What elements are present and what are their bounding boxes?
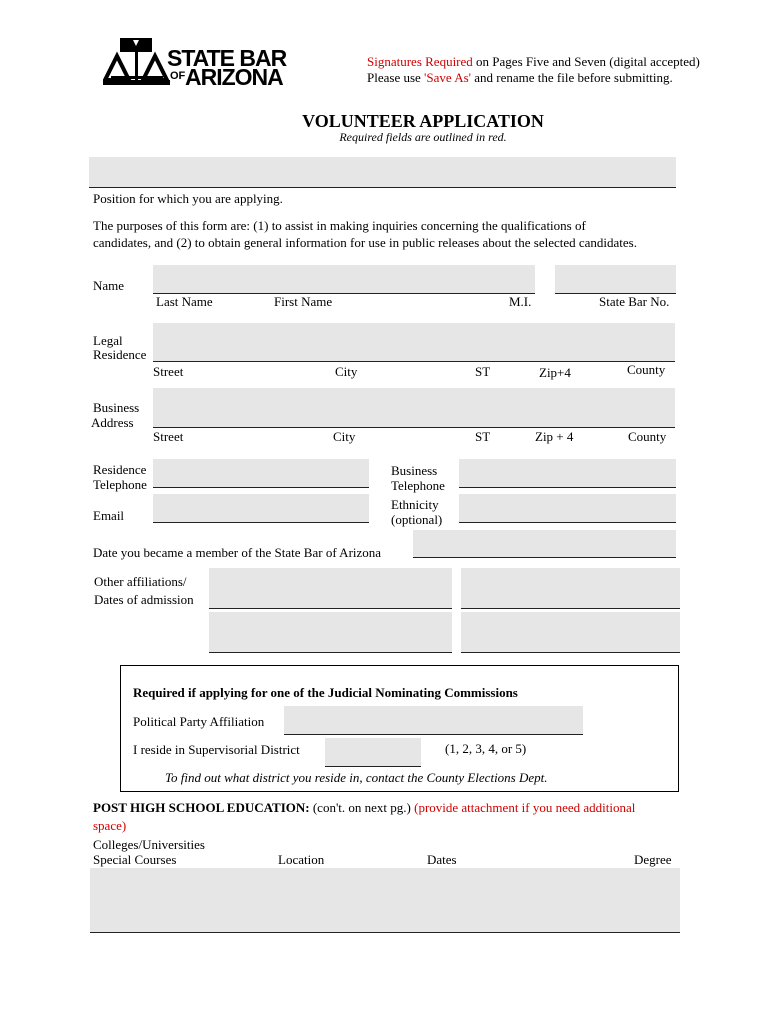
district-field[interactable] bbox=[325, 738, 421, 767]
business-telephone-label-1: Business bbox=[391, 463, 438, 478]
location-caption: Location bbox=[278, 852, 325, 867]
degree-caption: Degree bbox=[634, 852, 672, 867]
business-street-caption: Street bbox=[153, 429, 184, 444]
admission-date-field-1[interactable] bbox=[461, 568, 680, 609]
business-address-label-2: Address bbox=[91, 415, 134, 430]
registered-mark: ® bbox=[157, 79, 163, 87]
purpose-line2: candidates, and (2) to obtain general information for use in public releases about the selected candidates. bbox=[93, 235, 637, 250]
business-address-field[interactable] bbox=[153, 388, 675, 428]
state-bar-no-caption: State Bar No. bbox=[599, 294, 670, 309]
party-affiliation-field[interactable] bbox=[284, 706, 583, 735]
legal-county-caption: County bbox=[627, 362, 666, 377]
email-field[interactable] bbox=[153, 494, 369, 523]
save-as-notice: Please use 'Save As' and rename the file before submitting. bbox=[367, 70, 673, 85]
state-bar-logo bbox=[103, 36, 303, 90]
residence-telephone-field[interactable] bbox=[153, 459, 369, 488]
district-label: I reside in Supervisorial District bbox=[133, 742, 300, 757]
state-bar-number-field[interactable] bbox=[555, 265, 676, 294]
residence-telephone-label-1: Residence bbox=[93, 462, 147, 477]
member-date-label: Date you became a member of the State Bar of Arizona bbox=[93, 545, 382, 560]
dates-caption: Dates bbox=[427, 852, 457, 867]
legal-zip-caption: Zip+4 bbox=[539, 365, 571, 380]
ethnicity-label-2: (optional) bbox=[391, 512, 443, 527]
legal-residence-label-2: Residence bbox=[93, 347, 147, 362]
education-field[interactable] bbox=[90, 868, 680, 933]
position-label: Position for which you are applying. bbox=[93, 191, 283, 206]
name-label: Name bbox=[93, 278, 125, 293]
affiliations-label-1: Other affiliations/ bbox=[94, 574, 187, 589]
party-affiliation-label: Political Party Affiliation bbox=[133, 714, 265, 729]
admission-date-field-2[interactable] bbox=[461, 612, 680, 653]
ethnicity-label-1: Ethnicity bbox=[391, 497, 439, 512]
business-telephone-field[interactable] bbox=[459, 459, 676, 488]
district-note: To find out what district you reside in, contact the County Elections Dept. bbox=[165, 770, 548, 785]
colleges-caption-2: Special Courses bbox=[93, 852, 177, 867]
education-heading-line: POST HIGH SCHOOL EDUCATION: (con't. on next pg.) (provide attachment if you need additional bbox=[93, 800, 636, 815]
member-date-field[interactable] bbox=[413, 530, 676, 558]
legal-residence-label-1: Legal bbox=[93, 333, 123, 348]
business-st-caption: ST bbox=[475, 429, 491, 444]
education-attach-line2: space) bbox=[93, 818, 127, 833]
first-name-caption: First Name bbox=[274, 294, 333, 309]
business-city-caption: City bbox=[333, 429, 356, 444]
residence-telephone-label-2: Telephone bbox=[93, 477, 147, 492]
page-subtitle: Required fields are outlined in red. bbox=[339, 130, 507, 144]
logo-line2: ARIZONA bbox=[185, 64, 283, 90]
signature-notice: Signatures Required on Pages Five and Seven (digital accepted) bbox=[367, 54, 700, 69]
business-county-caption: County bbox=[628, 429, 667, 444]
colleges-caption-1: Colleges/Universities bbox=[93, 837, 205, 852]
legal-residence-field[interactable] bbox=[153, 323, 675, 362]
position-field[interactable] bbox=[89, 157, 676, 188]
business-address-label-1: Business bbox=[93, 400, 140, 415]
education-heading: POST HIGH SCHOOL EDUCATION: bbox=[93, 800, 310, 815]
business-telephone-label-2: Telephone bbox=[391, 478, 445, 493]
last-name-caption: Last Name bbox=[156, 294, 213, 309]
affiliation-field-1[interactable] bbox=[209, 568, 452, 609]
district-hint: (1, 2, 3, 4, or 5) bbox=[445, 741, 527, 756]
affiliation-field-2[interactable] bbox=[209, 612, 452, 653]
legal-street-caption: Street bbox=[153, 364, 184, 379]
legal-city-caption: City bbox=[335, 364, 358, 379]
purpose-line1: The purposes of this form are: (1) to assist in making inquiries concerning the qualifications of bbox=[93, 218, 586, 233]
judicial-heading: Required if applying for one of the Judicial Nominating Commissions bbox=[133, 685, 518, 700]
ethnicity-field[interactable] bbox=[459, 494, 676, 523]
email-label: Email bbox=[93, 508, 125, 523]
business-zip-caption: Zip + 4 bbox=[535, 429, 574, 444]
logo-of: OF bbox=[170, 70, 186, 82]
affiliations-label-2: Dates of admission bbox=[94, 592, 194, 607]
name-field[interactable] bbox=[153, 265, 535, 294]
page-title: VOLUNTEER APPLICATION bbox=[302, 111, 544, 131]
legal-st-caption: ST bbox=[475, 364, 491, 379]
logo-line1: STATE BAR bbox=[167, 45, 287, 71]
mi-caption: M.I. bbox=[509, 294, 532, 309]
